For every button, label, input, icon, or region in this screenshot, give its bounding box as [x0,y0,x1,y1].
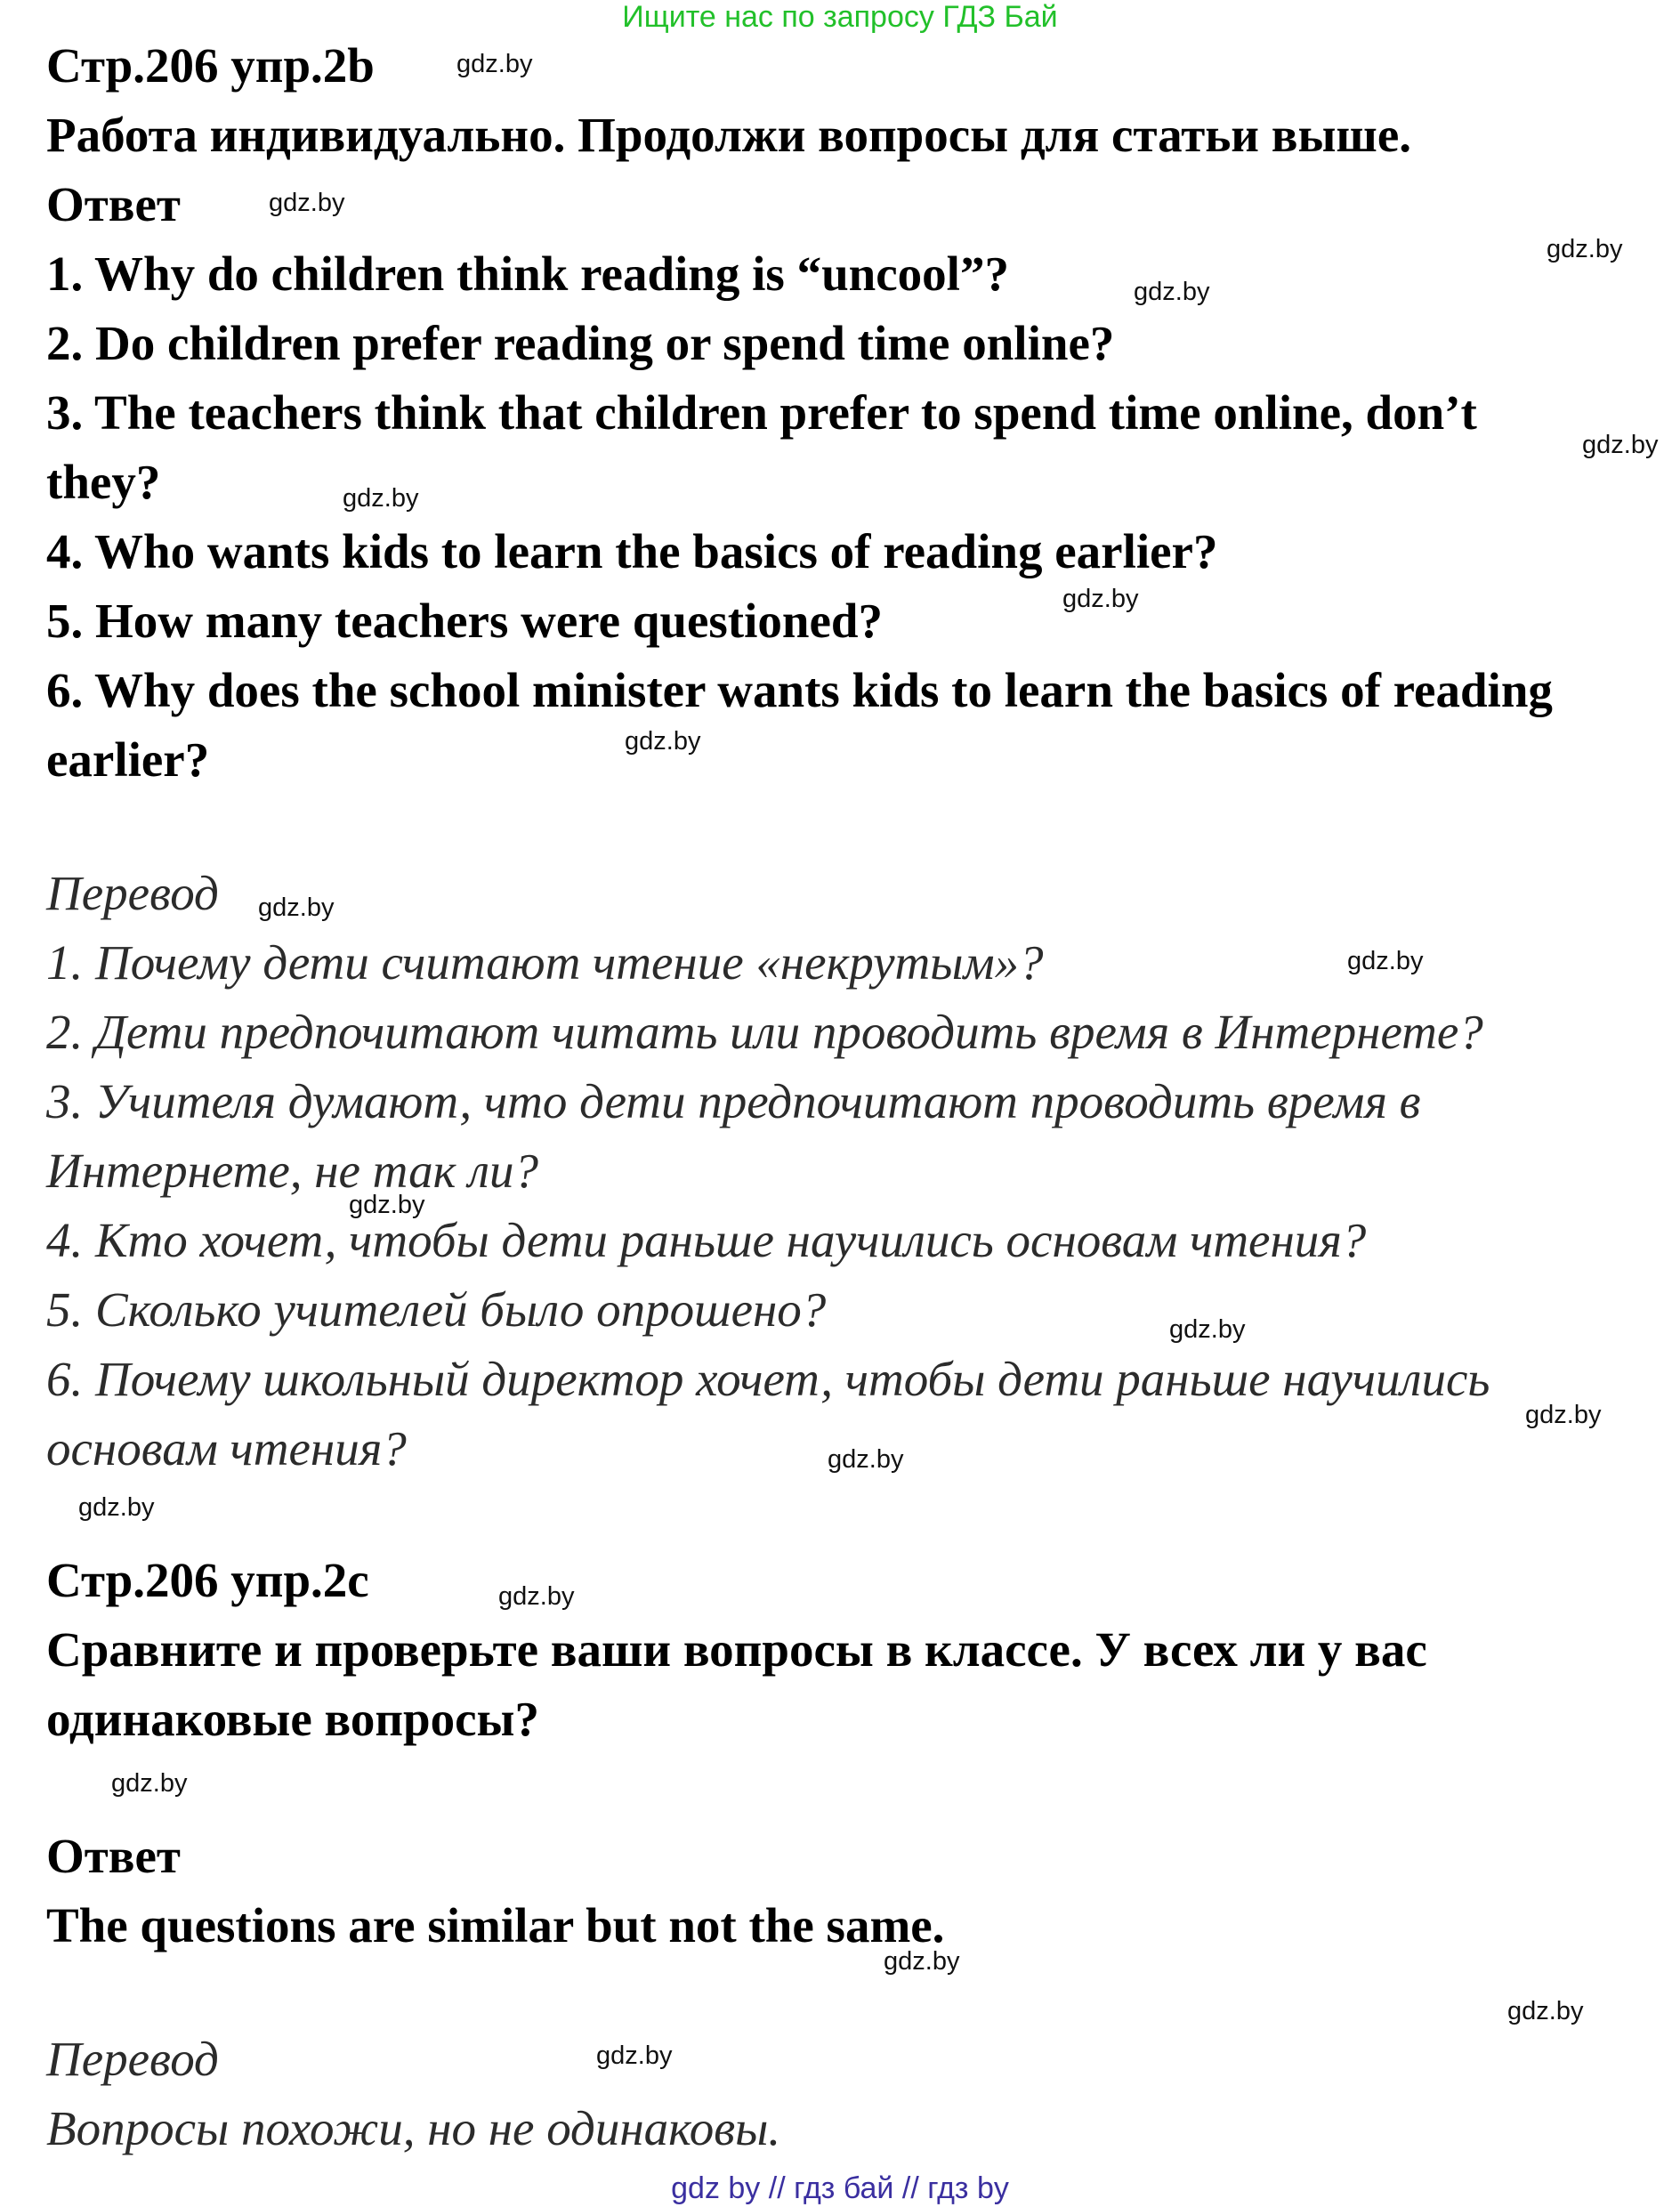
answer-line: 4. Who wants kids to learn the basics of reading earlier? [46,524,1218,578]
section2-task-line: одинаковые вопросы? [46,1692,539,1746]
section1-heading: Стр.206 упр.2b [46,38,375,93]
translation-line: 6. Почему школьный директор хочет, чтобы дети раньше научились [46,1352,1490,1406]
translation-line: 2. Дети предпочитают читать или проводить время в Интернете? [46,1005,1483,1059]
watermark: gdz.by [1507,1997,1584,2025]
watermark: gdz.by [625,727,701,756]
translation-line: 4. Кто хочет, чтобы дети раньше научились основам чтения? [46,1213,1367,1267]
footer-links: gdz by // гдз бай // гдз by [671,2171,1009,2205]
section2-translation: Вопросы похожи, но не одинаковы. [46,2101,781,2155]
answer-line: 1. Why do children think reading is “uncool”? [46,247,1009,301]
watermark: gdz.by [828,1445,904,1474]
answer-line: 5. How many teachers were questioned? [46,594,883,648]
watermark: gdz.by [884,1947,960,1976]
watermark: gdz.by [1582,431,1659,459]
search-banner: Ищите нас по запросу ГДЗ Бай [622,0,1058,34]
section2-answer: The questions are similar but not the same. [46,1898,945,1952]
translation-line: 1. Почему дети считают чтение «некрутым»? [46,935,1044,990]
translation-line: 5. Сколько учителей было опрошено? [46,1282,827,1337]
watermark: gdz.by [1547,235,1623,263]
section2-heading: Стр.206 упр.2c [46,1553,369,1607]
section1-task: Работа индивидуально. Продолжи вопросы для статьи выше. [46,108,1411,162]
translation-line: основам чтения? [46,1421,407,1475]
watermark: gdz.by [1169,1315,1246,1344]
answer-line: 6. Why does the school minister wants kids to learn the basics of reading [46,663,1553,717]
translation-line: Интернете, не так ли? [46,1144,539,1198]
watermark: gdz.by [111,1769,188,1798]
watermark: gdz.by [1134,278,1210,306]
watermark: gdz.by [1347,947,1424,975]
watermark: gdz.by [269,189,345,217]
answer-line: 3. The teachers think that children prefer to spend time online, don’t [46,385,1477,440]
watermark: gdz.by [1525,1401,1602,1429]
section1-translation-label: Перевод [46,866,219,920]
translation-line: 3. Учителя думают, что дети предпочитают проводить время в [46,1074,1421,1128]
section1-answer-label: Ответ [46,177,181,231]
watermark: gdz.by [456,50,533,78]
watermark: gdz.by [498,1582,575,1611]
watermark: gdz.by [596,2041,673,2070]
watermark: gdz.by [258,893,335,922]
answer-line: 2. Do children prefer reading or spend time online? [46,316,1115,370]
section2-task-line: Сравните и проверьте ваши вопросы в классе. У всех ли у вас [46,1622,1427,1677]
section2-answer-label: Ответ [46,1829,181,1883]
watermark: gdz.by [343,484,419,513]
watermark: gdz.by [78,1493,155,1522]
watermark: gdz.by [1062,585,1139,613]
watermark: gdz.by [349,1191,425,1219]
section2-translation-label: Перевод [46,2032,219,2086]
answer-line: earlier? [46,732,210,787]
answer-line: they? [46,455,161,509]
